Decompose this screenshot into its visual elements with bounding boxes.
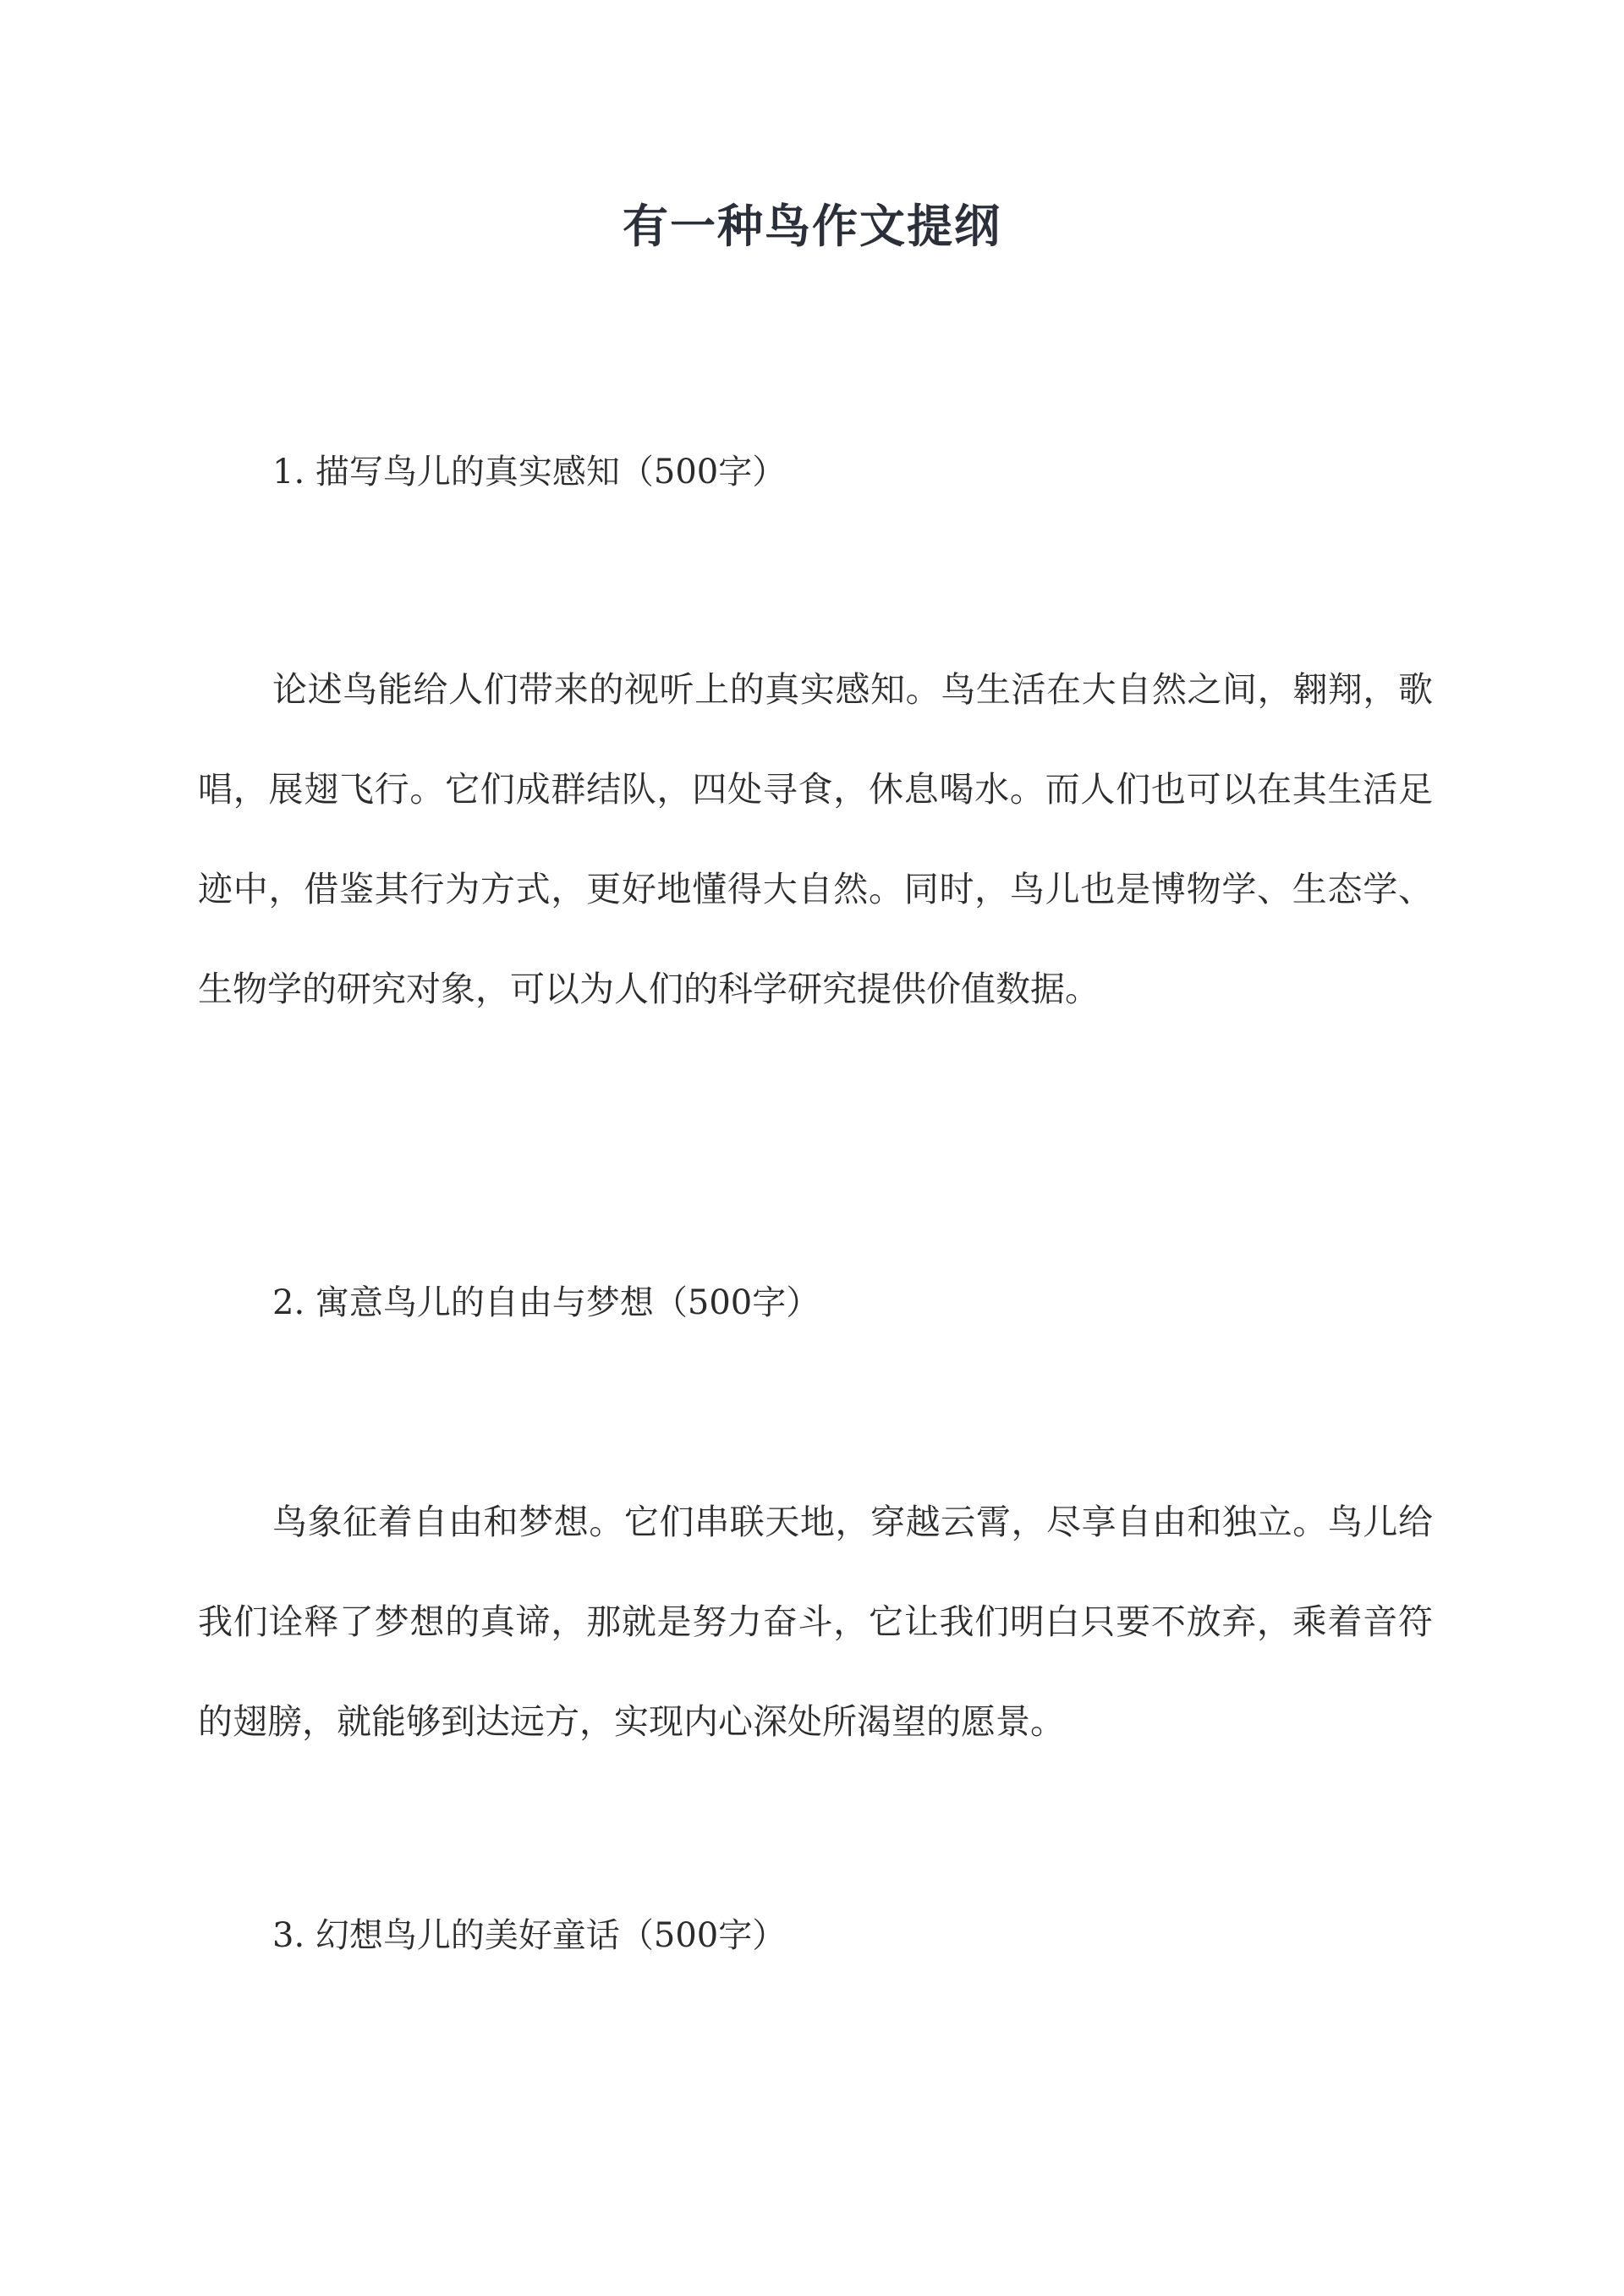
section-heading-1: 1. 描写鸟儿的真实感知（500字）	[272, 453, 787, 492]
section-paragraph-2: 鸟象征着自由和梦想。它们串联天地，穿越云霄，尽享自由和独立。鸟儿给我们诠释了梦想的真谛，那就是努力奋斗，它让我们明白只要不放弃，乘着音符的翅膀，就能够到达远方，实现内心深处所渴望的愿景。	[198, 1502, 1433, 1742]
section-heading-2: 2. 寓意鸟儿的自由与梦想（500字）	[272, 1283, 820, 1322]
section-paragraph-1: 论述鸟能给人们带来的视听上的真实感知。鸟生活在大自然之间，翱翔，歌唱，展翅飞行。它们成群结队，四处寻食，休息喝水。而人们也可以在其生活足迹中，借鉴其行为方式，更好地懂得大自然。同时，鸟儿也是博物学、生态学、生物学的研究对象，可以为人们的科学研究提供价值数据。	[198, 669, 1433, 1009]
document-title: 有一种鸟作文提纲	[623, 199, 1001, 253]
section-heading-3: 3. 幻想鸟儿的美好童话（500字）	[272, 1916, 787, 1955]
